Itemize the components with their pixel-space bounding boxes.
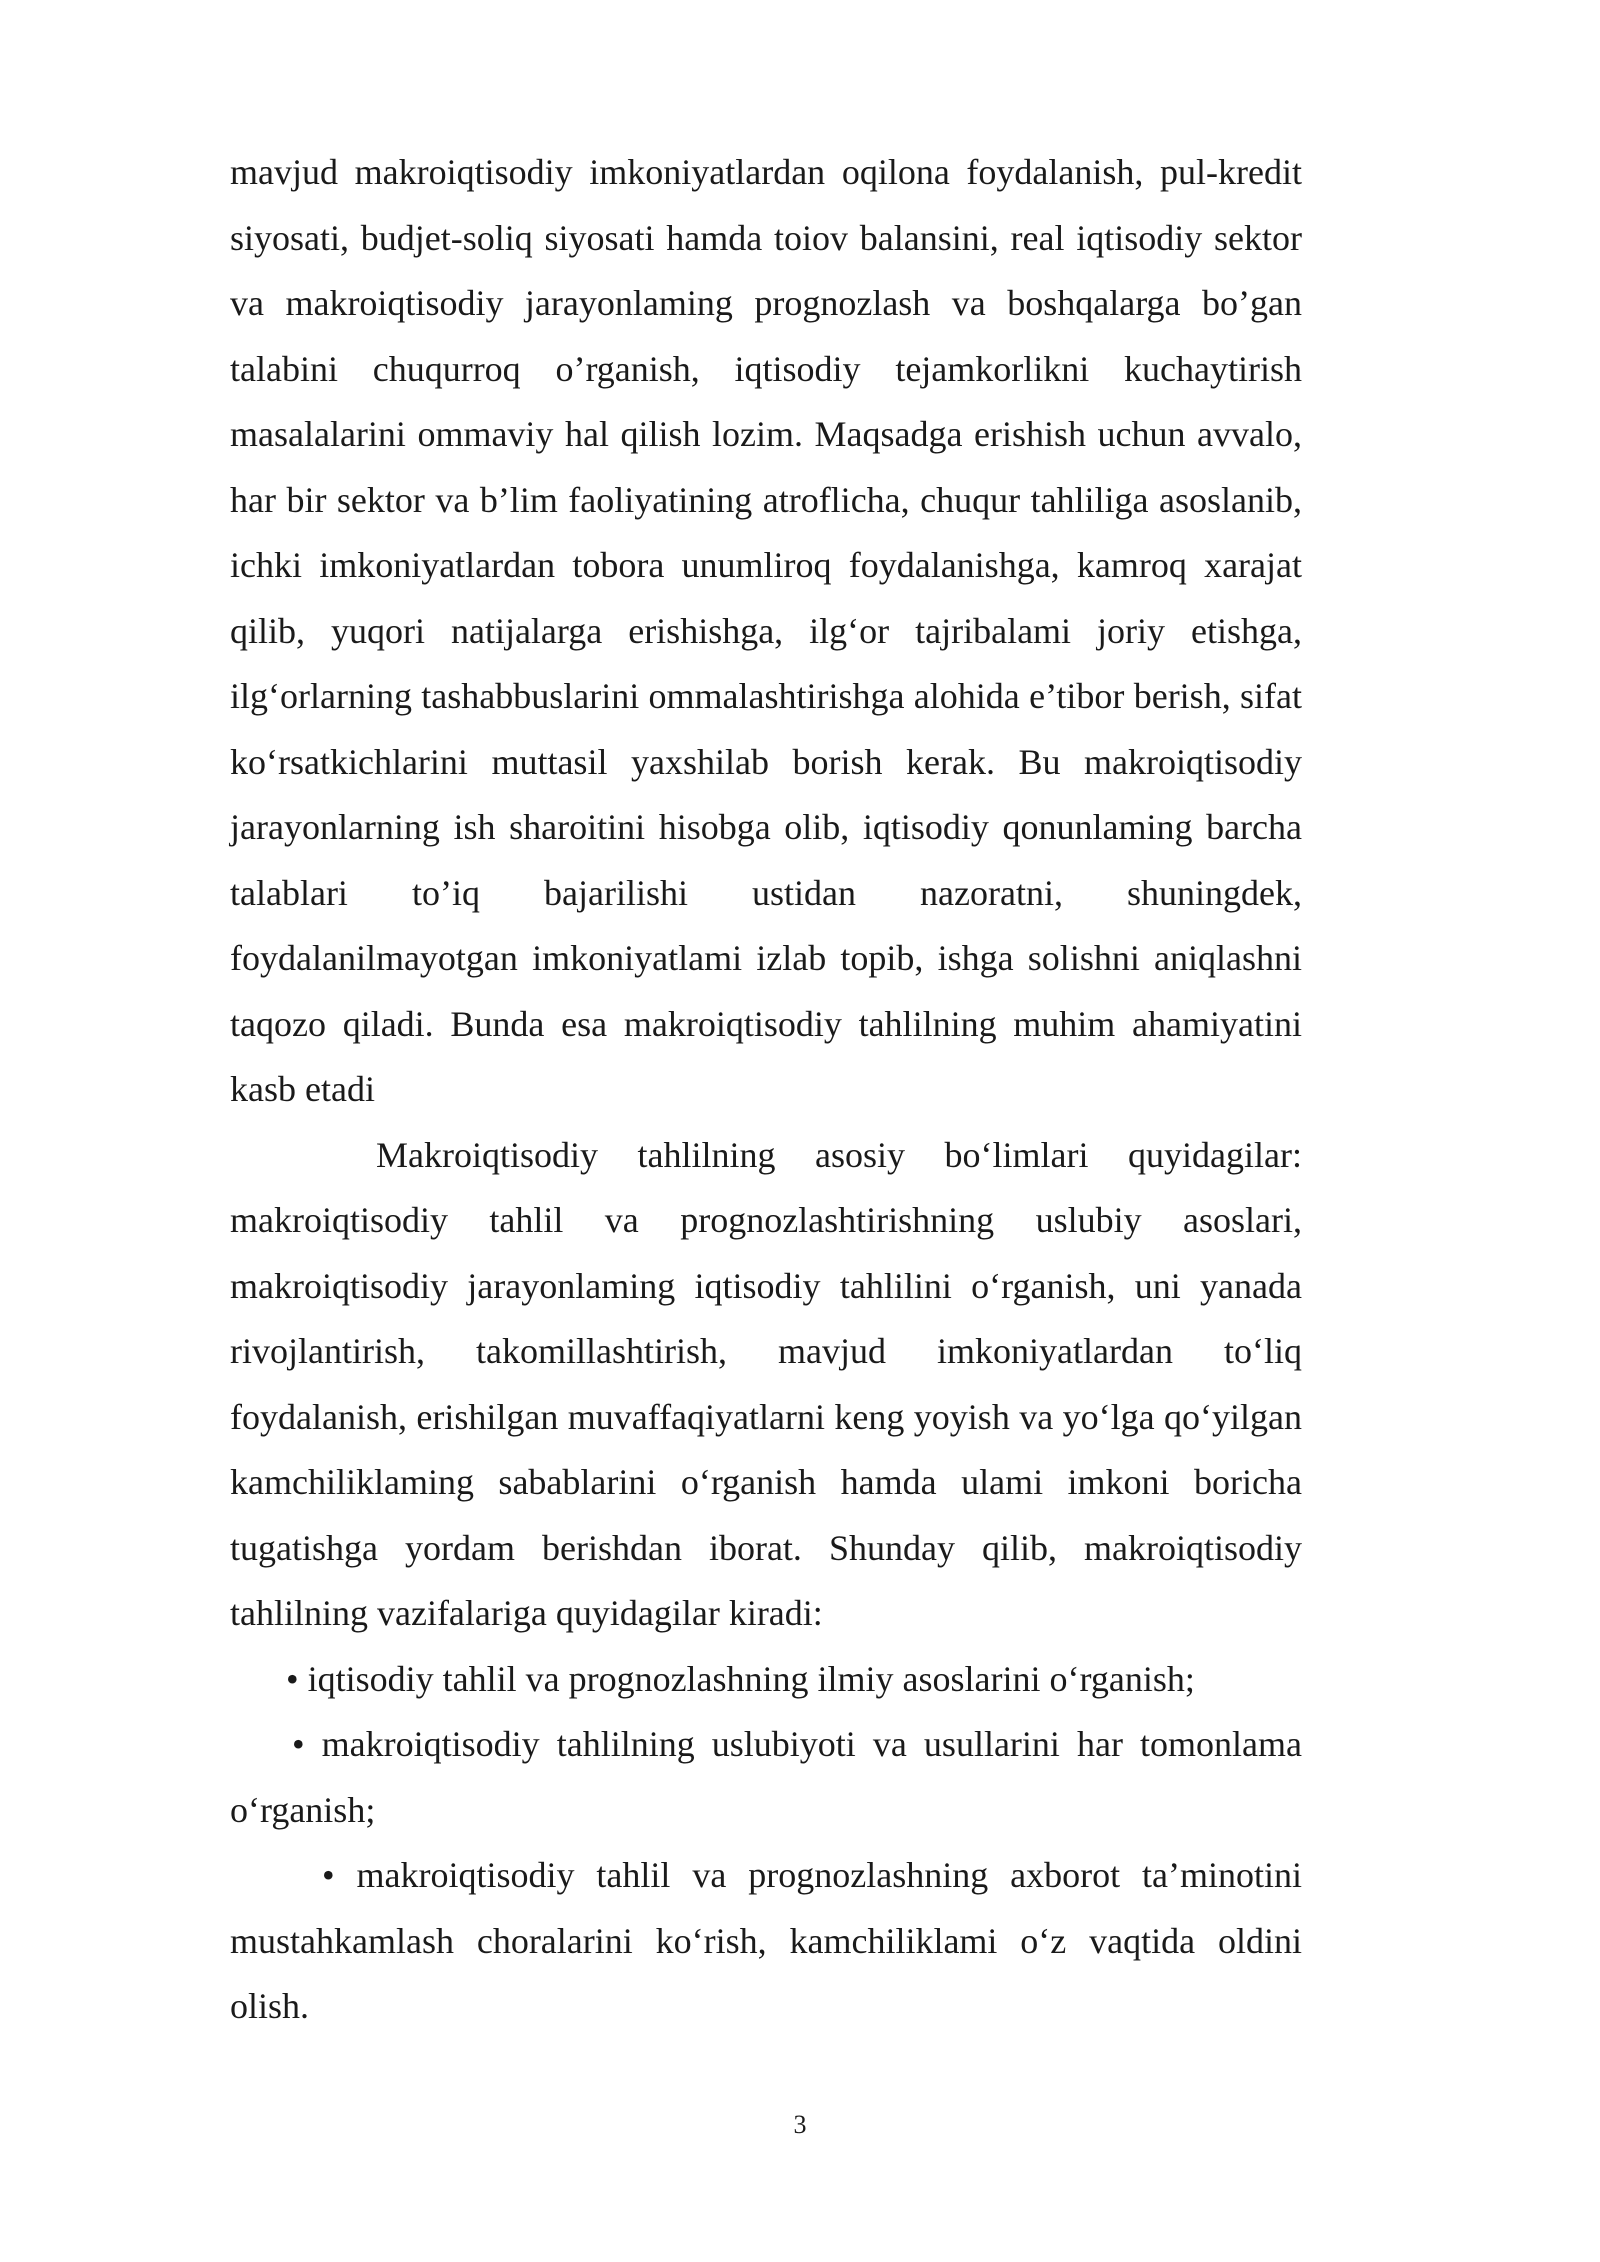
body-paragraph-1: mavjud makroiqtisodiy imkoniyatlardan oqilona foydalanish, pul-kredit siyosati, budjet-soliq siyosati hamda toiov balansini, real iqtisodiy sektor va makroiqtisodiy jarayonlaming prognozlash va boshqalarga bo’gan talabini chuqurroq o’rganish, iqtisodiy tejamkorlikni kuchaytirish masalalarini ommaviy hal qilish lozim. Maqsadga erishish uchun avvalo, har bir sektor va b’lim faoliyatining atroflicha, chuqur tahliliga asoslanib, ichki imkoniyatlardan tobora unumliroq foydalanishga, kamroq xarajat qilib, yuqori natijalarga erishishga, ilg‘or tajribalami joriy etishga, ilg‘orlarning tashabbuslarini ommalashtirishga alohida e’tibor berish, sifat ko‘rsatkichlarini muttasil yaxshilab borish kerak. Bu makroiqtisodiy jarayonlarning ish sharoitini hisobga olib, iqtisodiy qonunlaming barcha talablari to’iq bajarilishi ustidan nazoratni, shuningdek, foydalanilmayotgan imkoniyatlami izlab topib, ishga solishni aniqlashni taqozo qiladi. Bunda esa makroiqtisodiy tahlilning muhim ahamiyatini kasb etadi [230,152,1302,1109]
bullet-item-3: • makroiqtisodiy tahlil va prognozlashning axborot ta’minotini mustahkamlash choralarini ko‘rish, kamchiliklami o‘z vaqtida oldini olish. [230,1855,1302,2026]
page-number: 3 [793,2110,807,2139]
bullet-item-1: • iqtisodiy tahlil va prognozlashning ilmiy asoslarini o‘rganish; [286,1658,1195,1699]
bullet-item-2: • makroiqtisodiy tahlilning uslubiyoti va usullarini har tomonlama o‘rganish; [230,1724,1302,1830]
body-paragraph-2: Makroiqtisodiy tahlilning asosiy bo‘limlari quyidagilar: makroiqtisodiy tahlil va prognozlashtirishning uslubiy asoslari, makroiqtisodiy jarayonlaming iqtisodiy tahlilini o‘rganish, uni yanada rivojlantirish, takomillashtirish, mavjud imkoniyatlardan to‘liq foydalanish, erishilgan muvaffaqiyatlarni keng yoyish va yo‘lga qo‘yilgan kamchiliklaming sabablarini o‘rganish hamda ulami imkoni boricha tugatishga yordam berishdan iborat. Shunday qilib, makroiqtisodiy tahlilning vazifalariga quyidagilar kiradi: [230,1134,1302,1633]
document-page [230,140,1302,2040]
